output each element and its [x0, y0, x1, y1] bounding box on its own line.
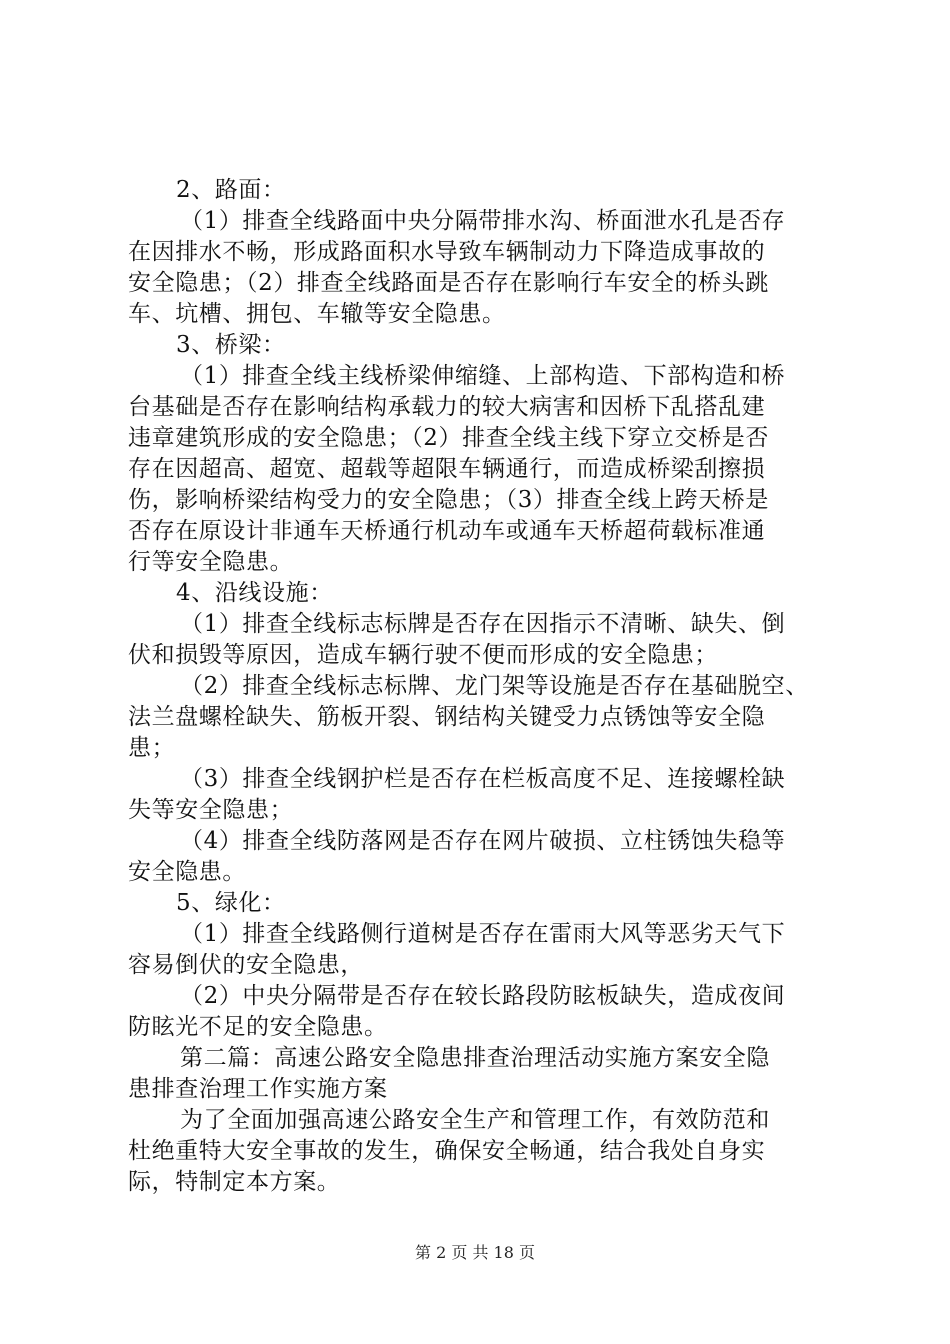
body-line: 患； — [128, 735, 176, 761]
section-heading-roadside-facilities: 4、沿线设施： — [176, 580, 333, 606]
body-line: （3）排查全线钢护栏是否存在栏板高度不足、连接螺栓缺 — [180, 766, 786, 792]
section-heading-greening: 5、绿化： — [176, 890, 286, 916]
body-line: 在因排水不畅，形成路面积水导致车辆制动力下降造成事故的 — [128, 239, 766, 265]
body-line: （1）排查全线路面中央分隔带排水沟、桥面泄水孔是否存 — [180, 208, 786, 234]
body-line: 际，特制定本方案。 — [128, 1169, 341, 1195]
document-body — [128, 175, 828, 1198]
body-line: 台基础是否存在影响结构承载力的较大病害和因桥下乱搭乱建 — [128, 394, 766, 420]
body-line: （4）排查全线防落网是否存在网片破损、立柱锈蚀失稳等 — [180, 828, 786, 854]
body-line: 行等安全隐患。 — [128, 549, 294, 575]
section-heading-road-surface: 2、路面： — [176, 177, 286, 203]
body-line: （1）排查全线路侧行道树是否存在雷雨大风等恶劣天气下 — [180, 921, 786, 947]
second-article-title-continued: 患排查治理工作实施方案 — [128, 1076, 388, 1102]
body-line: 存在因超高、超宽、超载等超限车辆通行，而造成桥梁刮擦损 — [128, 456, 766, 482]
body-line: 防眩光不足的安全隐患。 — [128, 1014, 388, 1040]
body-line: 伤，影响桥梁结构受力的安全隐患；（3）排查全线上跨天桥是 — [128, 487, 769, 513]
body-line: 安全隐患。 — [128, 859, 246, 885]
body-line: 杜绝重特大安全事故的发生，确保安全畅通，结合我处自身实 — [128, 1138, 766, 1164]
body-line: 车、坑槽、拥包、车辙等安全隐患。 — [128, 301, 506, 327]
body-line: 安全隐患；（2）排查全线路面是否存在影响行车安全的桥头跳 — [128, 270, 769, 296]
section-heading-bridge: 3、桥梁： — [176, 332, 286, 358]
body-line: 违章建筑形成的安全隐患；（2）排查全线主线下穿立交桥是否 — [128, 425, 769, 451]
body-line: 为了全面加强高速公路安全生产和管理工作，有效防范和 — [180, 1107, 770, 1133]
body-line: 失等安全隐患； — [128, 797, 294, 823]
body-line: （2）中央分隔带是否存在较长路段防眩板缺失，造成夜间 — [180, 983, 786, 1009]
body-line: 伏和损毁等原因，造成车辆行驶不便而形成的安全隐患； — [128, 642, 718, 668]
body-line: 否存在原设计非通车天桥通行机动车或通车天桥超荷载标准通 — [128, 518, 766, 544]
body-line: （1）排查全线主线桥梁伸缩缝、上部构造、下部构造和桥 — [180, 363, 786, 389]
body-line: 法兰盘螺栓缺失、筋板开裂、钢结构关键受力点锈蚀等安全隐 — [128, 704, 766, 730]
page-number-footer: 第 2 页 共 18 页 — [415, 1243, 535, 1262]
body-line: （1）排查全线标志标牌是否存在因指示不清晰、缺失、倒 — [180, 611, 786, 637]
body-line: 容易倒伏的安全隐患， — [128, 952, 364, 978]
body-line: （2）排查全线标志标牌、龙门架等设施是否存在基础脱空、 — [180, 673, 809, 699]
second-article-title: 第二篇：高速公路安全隐患排查治理活动实施方案安全隐 — [180, 1045, 770, 1071]
